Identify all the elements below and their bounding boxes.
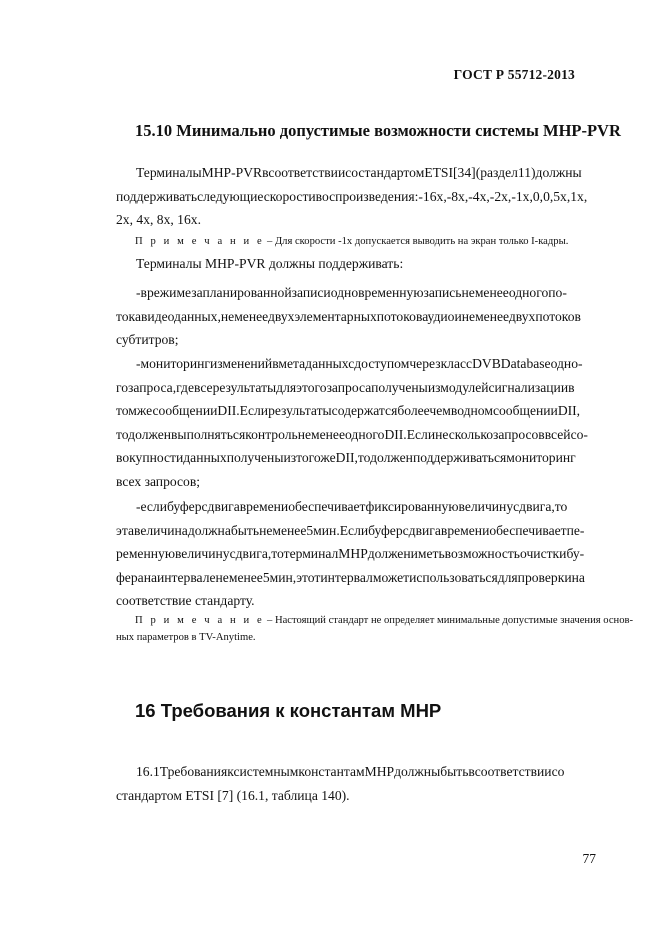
note-1 xyxy=(135,234,568,250)
paragraph-playback-speeds xyxy=(116,161,614,232)
text-line: 2х, 4х, 8х, 16х. xyxy=(116,212,201,228)
note-line xyxy=(116,612,634,629)
note-label: П р и м е ч а н и е xyxy=(135,236,265,247)
text-line: феранаинтерваленеменее5мин,этотинтервалможетиспользоватьсядляпроверкина xyxy=(116,569,585,585)
text-line: субтитров; xyxy=(116,332,179,348)
text-line: вокупностиданныхполученыизтогожеDII,тодолженподдерживатьсямониторинг xyxy=(116,450,576,466)
text-line: соответствие стандарту. xyxy=(116,593,255,609)
document-code: ГОСТ Р 55712-2013 xyxy=(453,67,575,82)
note-text: – Настоящий стандарт не определяет минимальные допустимые значения основ- xyxy=(264,615,634,626)
list-item-scheduled-recording xyxy=(116,281,614,352)
paragraph-requirements-intro xyxy=(116,252,614,276)
text-line: Терминалы MHP-PVR должны поддерживать: xyxy=(136,256,404,271)
text-line: -мониторингизмененийвметаданныхсдоступомчерезклассDVBDatabaseодно- xyxy=(136,356,583,371)
text-line: томжесообщенииDII.ЕслирезультатысодержатсяболеечемводномсообщенииDII, xyxy=(116,403,581,419)
text-line: поддерживатьследующиескоростивоспроизведения:-16х,-8х,-4х,-2х,-1х,0,0,5х,1х, xyxy=(116,188,588,204)
text-line: стандартом ETSI [7] (16.1, таблица 140). xyxy=(116,787,350,803)
page-number: 77 xyxy=(582,851,596,866)
paragraph-system-constants xyxy=(116,760,614,807)
note-2 xyxy=(116,612,634,646)
text-line: -еслибуферсдвигавремениобеспечиваетфиксированнуювеличинусдвига,то xyxy=(136,499,568,514)
text-line: -врежимезапланированнойзаписиодновременнуюзаписьнеменееодногопо- xyxy=(136,285,567,300)
note-text: – Для скорости -1х допускается выводить на экран только I-кадры. xyxy=(264,236,569,247)
text-line: всех запросов; xyxy=(116,473,201,489)
text-line: гозапроса,гдевсерезультатыдляэтогозапросаполученыизмодулейсигнализациив xyxy=(116,379,575,395)
list-item-time-shift-buffer xyxy=(116,495,614,613)
section-heading-15-10: 15.10 Минимально допустимые возможности системы MHP-PVR xyxy=(135,121,621,140)
text-line: тодолженвыполнятьсяконтрольнеменееодногоDII.Еслинесколькозапросоввсейсо- xyxy=(116,426,588,442)
note-line: ных параметров в TV-Anytime. xyxy=(116,632,256,643)
text-line: ТерминалыMHP-PVRвсоответствиисостандартомETSI[34](раздел11)должны xyxy=(136,165,582,180)
text-line: ременнуювеличинусдвига,тотерминалMHPдолжениметьвозможностьочисткибу- xyxy=(116,546,585,562)
chapter-heading-16: 16 Требования к константам MHP xyxy=(135,700,442,721)
list-item-metadata-monitoring xyxy=(116,352,614,494)
text-line: этавеличинадолжнабытьнеменее5мин.Еслибуферсдвигавремениобеспечиваетпе- xyxy=(116,522,585,538)
text-line: 16.1ТребованияксистемнымконстантамMHPдолжныбытьвсоответствиисо xyxy=(136,764,565,779)
note-label: П р и м е ч а н и е xyxy=(135,615,265,626)
text-line: токавидеоданных,неменеедвухэлементарныхпотоковаудиоинеменеедвухпотоков xyxy=(116,308,581,324)
